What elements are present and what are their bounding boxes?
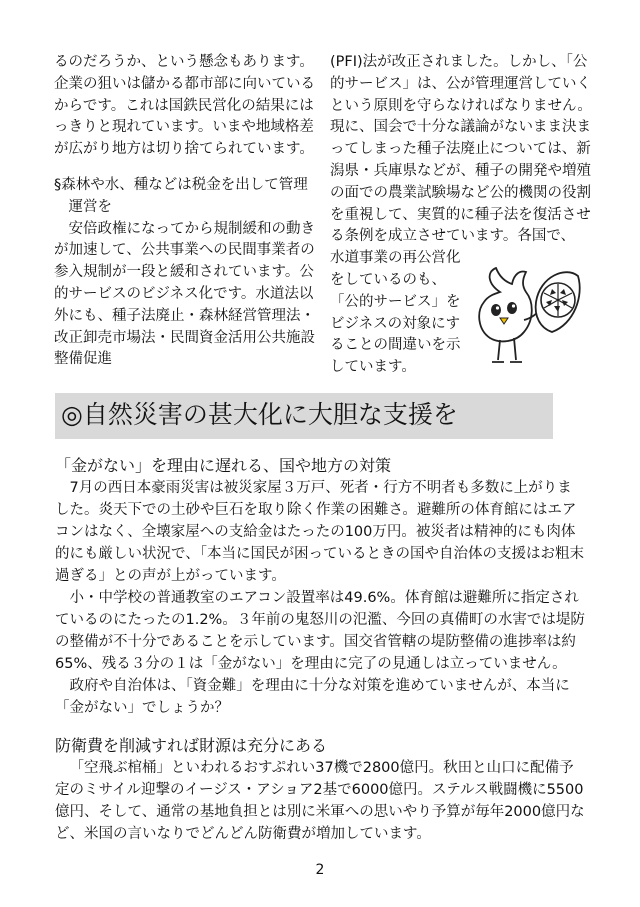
page-number: 2: [315, 862, 325, 878]
section-heading-forest-water-seeds: §森林や水、種などは税金を出して管理運営を: [54, 176, 308, 215]
left-paragraph-1: るのだろうか、という懸念もあります。企業の狙いは儲かる都市部に向いているからです。これは国鉄民営化の結果にはっきりと現れています。いまや地域格差が広がり地方は切り捨てられています。: [54, 54, 315, 158]
subheading-no-money: 「金がない」を理由に遅れる、国や地方の対策: [55, 456, 392, 475]
leaf-mascot-icon: [470, 262, 590, 377]
section-banner: [55, 393, 553, 439]
right-paragraph-1: (PFI)法が改正されました。しかし、「公的サービス」は、公が管理運営していくという原則を守らなければなりません。現に、国会で十分な議論がないまま決まってしまった種子法廃止については、新潟県・兵庫県などが、種子の開発や増殖の面での農業試験場など公的機関の役割を重視して、実質的に種子法を復活させる条例を成立させています。各国で、: [330, 54, 592, 245]
left-column: [54, 52, 316, 371]
right-paragraph-2: 水道事業の再公営化をしているのも、「公的サービス」をビジネスの対象にすることの間違いを示しています。: [330, 250, 461, 376]
main-section: [55, 455, 585, 845]
banner-title: ◎自然災害の甚大化に大胆な支援を: [61, 400, 458, 429]
paragraph-aircon-levees: 小・中学校の普通教室のエアコン設置率は49.6%。体育館は避難所に指定されているのにたったの1.2%。３年前の鬼怒川の氾濫、今回の真備町の水害では堤防の整備が不十分であることを示しています。国交省管轄の堤防整備の進捗率は約65%、残る３分の１は「金がない」を理由に完了の見通しは立っていません。: [55, 590, 585, 672]
subheading-defense-budget: 防衛費を削減すれば財源は充分にある: [55, 736, 328, 755]
paragraph-government-funds: 政府や自治体は、「資金難」を理由に十分な対策を進めていませんが、本当に「金がない」でしょうか？: [55, 678, 570, 716]
left-paragraph-2: 安倍政権になってから規制緩和の動きが加速して、公共事業への民間事業者の参入規制が一段と緩和されています。公的サービスのビジネス化です。水道法以外にも、種子法廃止・森林経営管理法・改正卸売市場法・民間資金活用公共施設整備促進: [54, 220, 315, 368]
paragraph-defense-spending: 「空飛ぶ棺桶」といわれるおすぷれい37機で2800億円。秋田と山口に配備予定のミサイル迎撃のイージス・アショア2基で6000億円。ステルス戦闘機に5500億円、そして、通常の基地負担とは別に米軍への思いやり予算が毎年2000億円など、米国の言いなりでどんどん防衛費が増加しています。: [55, 760, 585, 842]
paragraph-west-japan-flood: 7月の西日本豪雨災害は被災家屋３万戸、死者・行方不明者も多数に上がりました。炎天下での土砂や巨石を取り除く作業の困難さ。避難所の体育館にはエアコンはなく、全壊家屋への支給金はたったの100万円。被災者は精神的にも肉体的にも厳しい状況で、「本当に国民が困っているときの国や自治体の支援はお粗末過ぎる」との声が上がっています。: [55, 480, 584, 584]
